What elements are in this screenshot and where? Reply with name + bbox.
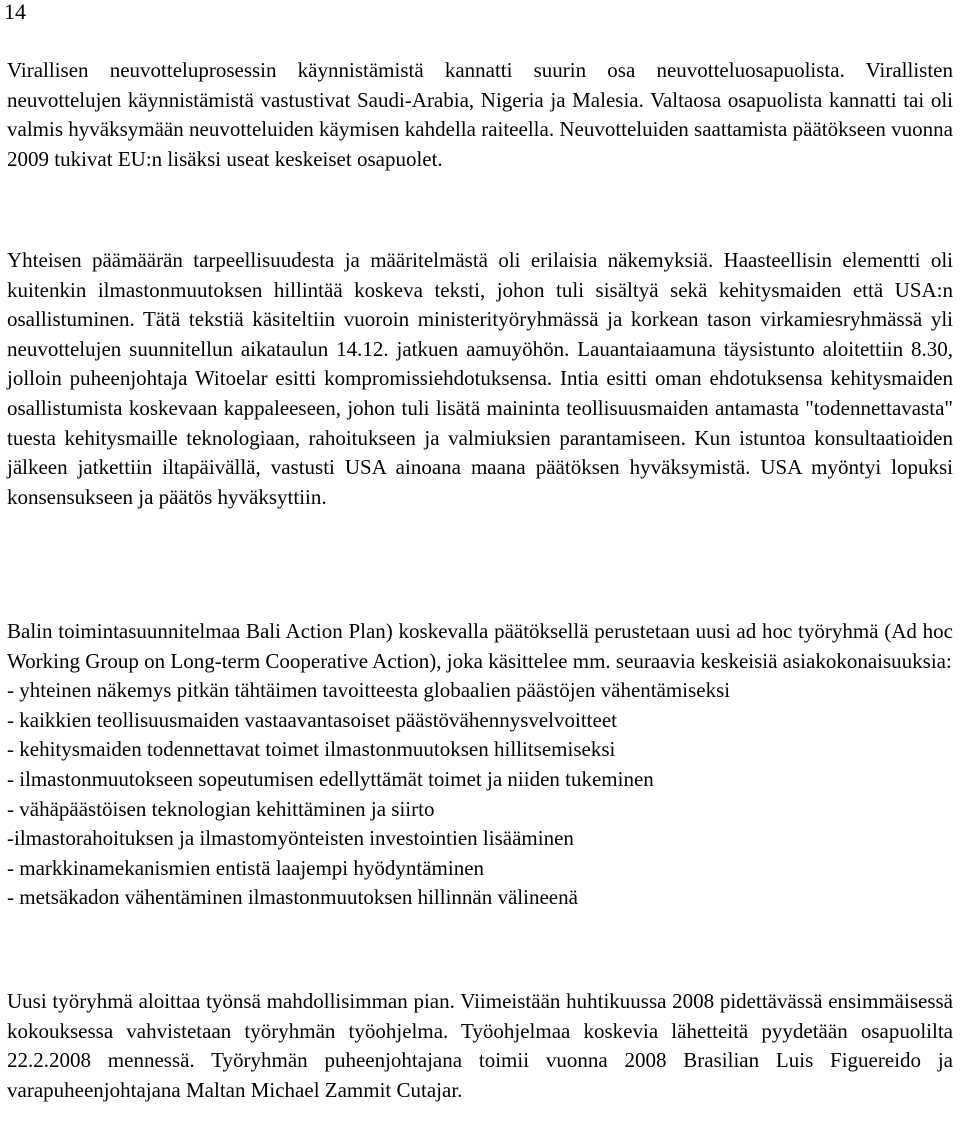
list-item: - kaikkien teollisuusmaiden vastaavantasoiset päästövähennysvelvoitteet <box>7 707 617 732</box>
paragraph-negotiation-launch <box>7 56 953 174</box>
paragraph-text: Virallisen neuvotteluprosessin käynnistämistä kannatti suurin osa neuvotteluosapuolista. Virallisten neuvottelujen käynnistämistä vastustivat Saudi-Arabia, Nigeria ja Malesia. Valtaosa osapuolista kannatti tai oli valmis hyväksymään neuvotteluiden käymisen kahdella raiteella. Neuvotteluiden saattamista päätökseen vuonna 2009 tukivat EU:n lisäksi useat keskeiset osapuolet. <box>7 58 953 171</box>
list-item: -ilmastorahoituksen ja ilmastomyönteisten investointien lisääminen <box>7 826 574 851</box>
paragraph-working-group <box>7 987 953 1105</box>
list-item: - metsäkadon vähentäminen ilmastonmuutoksen hillinnän välineenä <box>7 885 578 910</box>
page-number: 14 <box>4 0 26 24</box>
bali-topics-list <box>7 676 953 913</box>
list-item: - vähäpäästöisen teknologian kehittäminen ja siirto <box>7 796 435 821</box>
paragraph-shared-vision <box>7 246 953 512</box>
paragraph-bali-action-plan <box>7 617 953 913</box>
list-item: - yhteinen näkemys pitkän tähtäimen tavoitteesta globaalien päästöjen vähentämiseksi <box>7 678 731 703</box>
list-item: - kehitysmaiden todennettavat toimet ilmastonmuutoksen hillitsemiseksi <box>7 737 616 762</box>
list-item: - ilmastonmuutokseen sopeutumisen edellyttämät toimet ja niiden tukeminen <box>7 766 654 791</box>
paragraph-text: Balin toimintasuunnitelmaa Bali Action Plan) koskevalla päätöksellä perustetaan uusi ad hoc työryhmä (Ad hoc Working Group on Long-term Cooperative Action), joka käsittelee mm. seuraavia keskeisiä asiakokonaisuuksia: <box>7 619 953 673</box>
paragraph-text: Yhteisen päämäärän tarpeellisuudesta ja määritelmästä oli erilaisia näkemyksiä. Haasteellisin elementti oli kuitenkin ilmastonmuutoksen hillintää koskeva teksti, johon tuli sisältyä sekä kehitysmaiden että USA:n osallistuminen. Tätä tekstiä käsiteltiin vuoroin ministerityöryhmässä ja korkean tason virkamiesryhmässä yli neuvottelujen suunnitellun aikataulun 14.12. jatkuen aamuyöhön. Lauantaiaamuna täysistunto aloitettiin 8.30, jolloin puheenjohtaja Witoelar esitti kompromissiehdotuksensa. Intia esitti oman ehdotuksensa kehitysmaiden osallistumista koskevaan kappaleeseen, johon tuli lisätä maininta teollisuusmaiden antamasta "todennettavasta" tuesta kehitysmaille teknologiaan, rahoitukseen ja valmiuksien parantamiseen. Kun istuntoa konsultaatioiden jälkeen jatkettiin iltapäivällä, vastusti USA ainoana maana päätöksen hyväksymistä. USA myöntyi lopuksi konsensukseen ja päätös hyväksyttiin. <box>7 248 953 509</box>
paragraph-text: Uusi työryhmä aloittaa työnsä mahdollisimman pian. Viimeistään huhtikuussa 2008 pidettävässä ensimmäisessä kokouksessa vahvistetaan työryhmän työohjelma. Työohjelmaa koskevia lähetteitä pyydetään osapuolilta 22.2.2008 mennessä. Työryhmän puheenjohtajana toimii vuonna 2008 Brasilian Luis Figuereido ja varapuheenjohtajana Maltan Michael Zammit Cutajar. <box>7 989 953 1102</box>
list-item: - markkinamekanismien entistä laajempi hyödyntäminen <box>7 855 485 880</box>
